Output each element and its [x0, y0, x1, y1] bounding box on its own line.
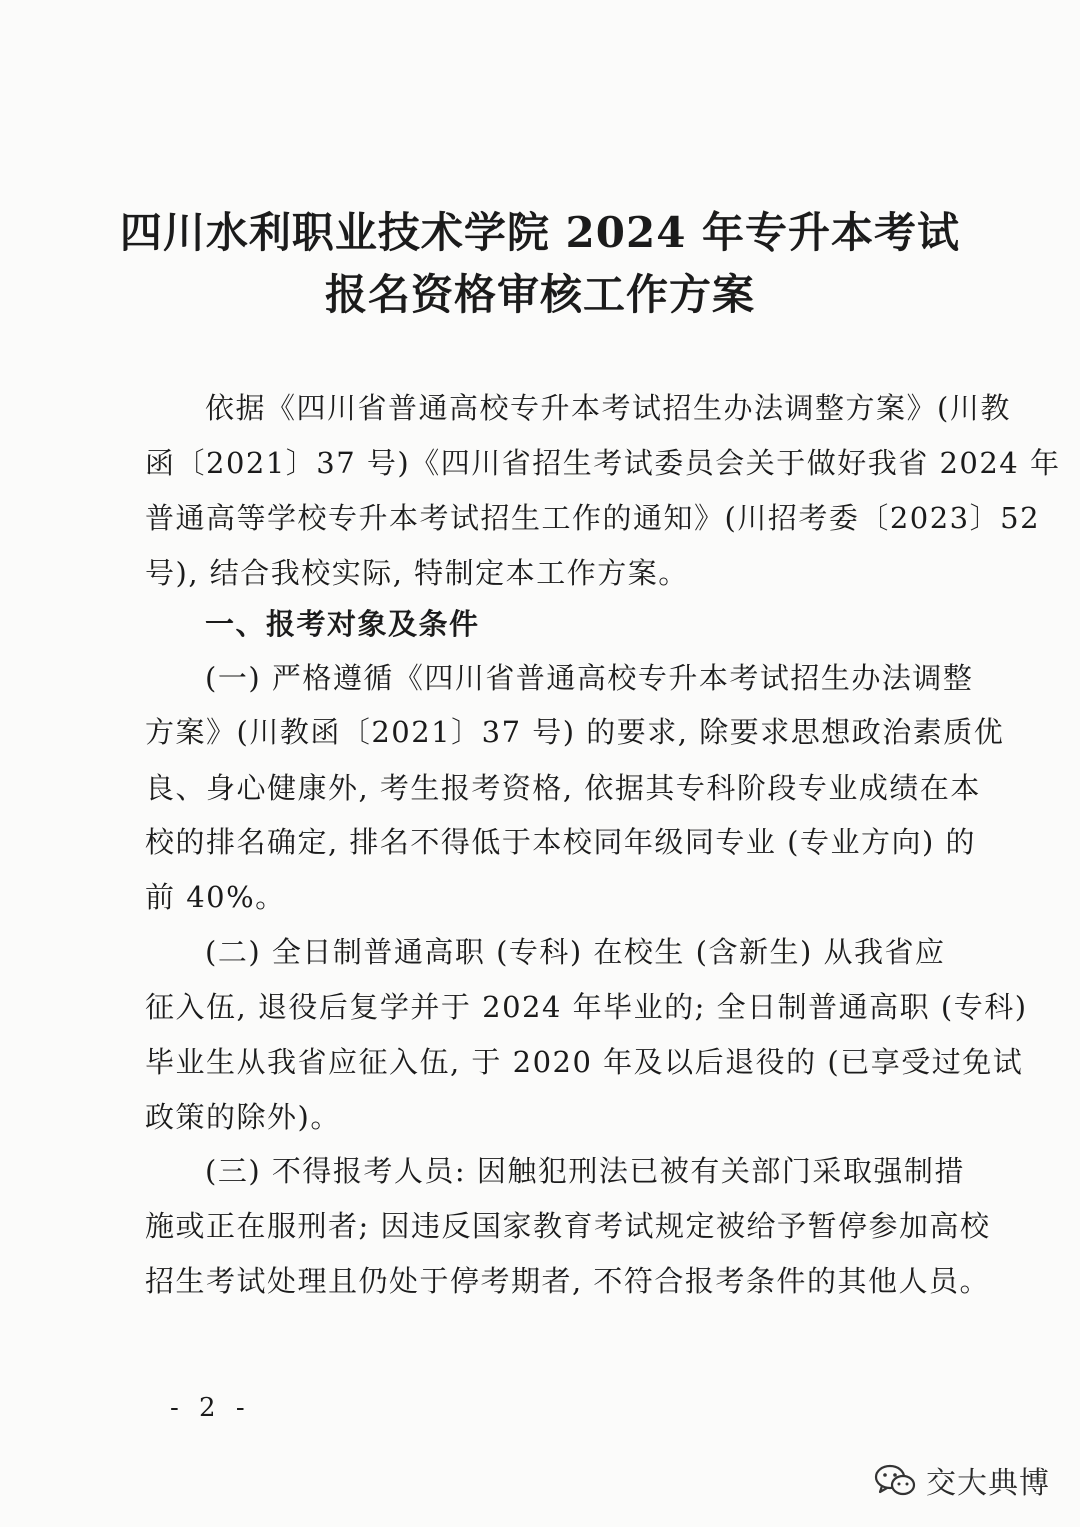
paragraph-line: 毕业生从我省应征入伍, 于 2020 年及以后退役的 (已享受过免试: [145, 1045, 1024, 1079]
page-number: - 2 -: [170, 1393, 251, 1423]
wechat-icon: [874, 1463, 916, 1497]
paragraph-line: 函〔2021〕37 号)《四川省招生考试委员会关于做好我省 2024 年: [145, 446, 1061, 480]
paragraph-line: 政策的除外)。: [145, 1100, 341, 1134]
paragraph-line: 前 40%。: [145, 880, 286, 914]
paragraph-line: 号), 结合我校实际, 特制定本工作方案。: [145, 556, 689, 590]
paragraph-line: (二) 全日制普通高职 (专科) 在校生 (含新生) 从我省应: [205, 935, 946, 969]
paragraph-line: 校的排名确定, 排名不得低于本校同年级同专业 (专业方向) 的: [145, 825, 977, 859]
paragraph-line: (三) 不得报考人员: 因触犯刑法已被有关部门采取强制措: [205, 1154, 965, 1188]
paragraph-line: 依据《四川省普通高校专升本考试招生办法调整方案》(川教: [205, 391, 1011, 425]
paragraph-line: 良、身心健康外, 考生报考资格, 依据其专科阶段专业成绩在本: [145, 771, 981, 805]
section-heading: 一、报考对象及条件: [205, 607, 480, 641]
paragraph-line: 征入伍, 退役后复学并于 2024 年毕业的; 全日制普通高职 (专科): [145, 990, 1028, 1024]
paragraph-line: 普通高等学校专升本考试招生工作的通知》(川招考委〔2023〕52: [145, 501, 1041, 535]
paragraph-line: 方案》(川教函〔2021〕37 号) 的要求, 除要求思想政治素质优: [145, 715, 1005, 749]
paragraph-line: 施或正在服刑者; 因违反国家教育考试规定被给予暂停参加高校: [145, 1209, 991, 1243]
paragraph-line: 招生考试处理且仍处于停考期者, 不符合报考条件的其他人员。: [145, 1264, 990, 1298]
document-title-line2: 报名资格审核工作方案: [324, 270, 755, 319]
paragraph-line: (一) 严格遵循《四川省普通高校专升本考试招生办法调整: [205, 661, 974, 695]
watermark-text: 交大典博: [926, 1466, 1050, 1501]
document-title-line1: 四川水利职业技术学院 2024 年专升本考试: [119, 208, 961, 257]
wechat-watermark: [874, 1458, 1050, 1502]
